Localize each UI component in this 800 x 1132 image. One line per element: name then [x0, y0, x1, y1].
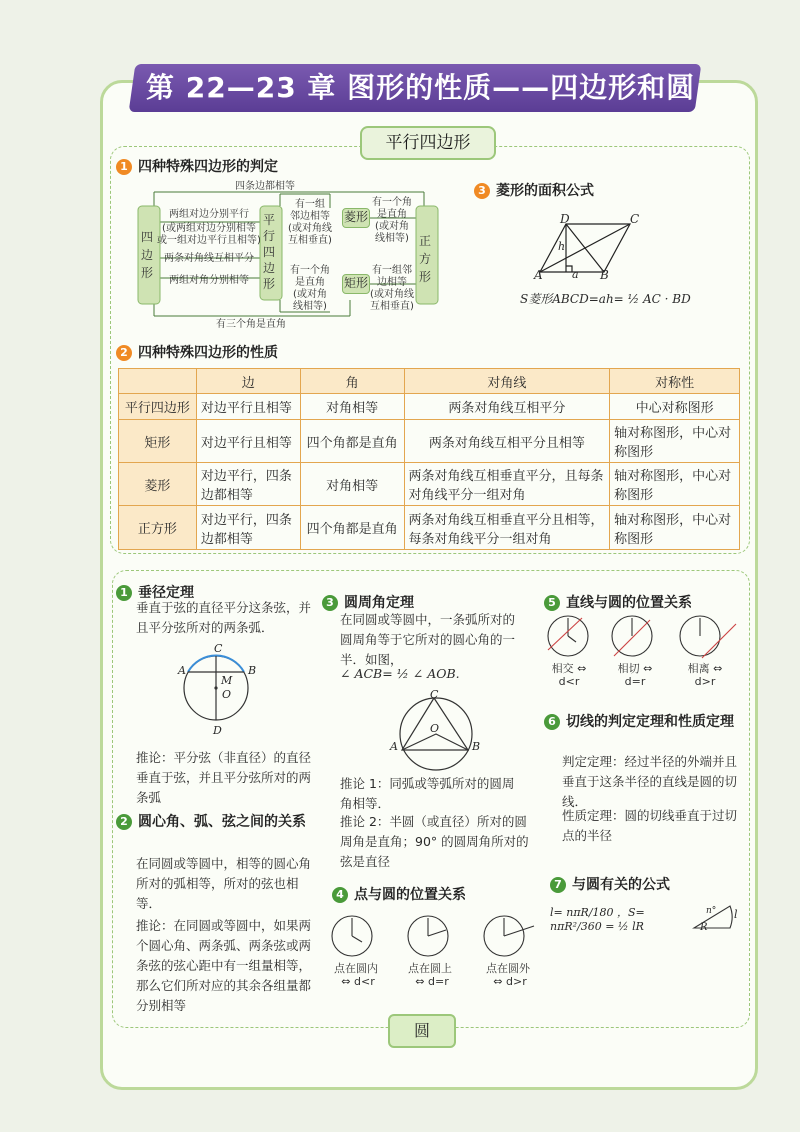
section-number: 2	[116, 814, 132, 830]
section-number: 3	[322, 595, 338, 611]
flow-rh-to-sq: 有一个角	[372, 197, 412, 208]
flow-to-rect-d: 线相等)	[293, 301, 327, 312]
table-cell: 两条对角线互相平分	[404, 394, 610, 420]
rhombus-area-formula: S菱形ABCD=ah= ½ AC · BD	[520, 292, 691, 306]
flow-rect-to-sq: 有一组邻	[372, 265, 412, 276]
flow-four-sides: 四条边都相等	[235, 181, 295, 192]
table-cell: 对角相等	[300, 394, 404, 420]
flow-cond1b: (或两组对边分别相等	[162, 223, 256, 234]
flow-to-rhombus-b: 邻边相等	[290, 211, 330, 222]
flow-rect-to-sq-d: 互相垂直)	[370, 301, 414, 312]
table-cell: 轴对称图形，中心对称图形	[610, 420, 740, 463]
flow-rhombus-label: 菱形	[342, 208, 370, 228]
sector-n-label: n°	[706, 906, 717, 916]
flow-rh-to-sq-b: 是直角	[377, 209, 407, 220]
table-cell: 中心对称图形	[610, 394, 740, 420]
table-cell: 矩形	[119, 420, 197, 463]
inscribed-corollary-1: 推论 1：同弧或等弧所对的圆周角相等．	[340, 776, 515, 811]
table-row	[119, 420, 740, 463]
circle-formula: l= nπR/180 ，S= nπR²/360 = ½ lR	[550, 906, 645, 933]
flow-rh-to-sq-c: (或对角	[375, 221, 409, 232]
table-cell: 正方形	[119, 506, 197, 550]
table-cell: 对边平行，四条边都相等	[196, 506, 300, 550]
rhombus-label-D: D	[560, 212, 570, 226]
heading-quad-judgement: 1 四种特殊四边形的判定	[116, 156, 278, 176]
line-intersect-rel: d<r	[558, 675, 580, 688]
rhombus-label-A: A	[534, 268, 543, 282]
sector-R-label: R	[700, 922, 708, 933]
flow-to-rhombus-d: 互相垂直)	[288, 235, 332, 246]
perp-label-O: O	[222, 688, 232, 701]
sector-l-label: l	[734, 908, 738, 921]
section-number: 5	[544, 595, 560, 611]
table-header	[119, 369, 197, 394]
heading-angle-arc-chord: 2 圆心角、弧、弦之间的关系	[116, 812, 316, 832]
table-cell: 轴对称图形，中心对称图形	[610, 506, 740, 550]
point-inside-label: 点在圆内	[334, 962, 378, 975]
inscribed-label-B: B	[472, 740, 481, 753]
section-number: 7	[550, 877, 566, 893]
table-cell: 四个角都是直角	[300, 420, 404, 463]
table-cell: 两条对角线互相垂直平分，且每条对角线平分一组对角	[404, 463, 610, 506]
inscribed-angle-formula: ∠ ACB= ½ ∠ AOB.	[340, 666, 460, 681]
section-number: 6	[544, 714, 560, 730]
perp-label-A: A	[178, 664, 186, 677]
section-number: 2	[116, 345, 132, 361]
section-tag-parallelogram: 平行四边形	[360, 126, 496, 160]
inscribed-label-O: O	[430, 722, 440, 735]
flow-to-rhombus: 有一组	[295, 199, 325, 210]
rhombus-label-B: B	[600, 268, 609, 282]
table-cell: 对边平行且相等	[196, 394, 300, 420]
heading-rhombus-area: 3 菱形的面积公式	[474, 180, 594, 200]
properties-table	[118, 368, 740, 550]
flow-rect-to-sq-c: (或对角线	[370, 289, 414, 300]
heading-inscribed-angle: 3 圆周角定理	[322, 592, 414, 612]
table-cell: 菱形	[119, 463, 197, 506]
line-circle-figures	[546, 614, 742, 660]
heading-perpendicular-diameter: 1 垂径定理	[116, 582, 194, 602]
rhombus-label-h: h	[558, 240, 566, 253]
tangent-prop-text: 性质定理：圆的切线垂直于过切点的半径	[562, 808, 738, 843]
perp-label-M: M	[221, 674, 233, 687]
perp-label-C: C	[214, 642, 223, 655]
heading-point-circle: 4 点与圆的位置关系	[332, 884, 466, 904]
flow-to-rect-b: 是直角	[295, 277, 325, 288]
flow-rect-label: 矩形	[342, 274, 370, 294]
point-inside-rel: ⇔ d<r	[341, 975, 375, 988]
table-cell: 对角相等	[300, 463, 404, 506]
perp-diameter-text: 垂直于弦的直径平分这条弦，并且平分弦所对的两条弧．	[136, 600, 312, 635]
table-row	[119, 394, 740, 420]
table-cell: 两条对角线互相垂直平分且相等，每条对角线平分一组对角	[404, 506, 610, 550]
section-number: 4	[332, 887, 348, 903]
flow-three-right: 有三个角是直角	[216, 319, 286, 330]
point-circle-figures	[330, 914, 540, 960]
heading-quad-properties: 2 四种特殊四边形的性质	[116, 342, 278, 362]
table-header: 对角线	[404, 369, 610, 394]
flow-to-rect-c: (或对角	[293, 289, 327, 300]
point-outside-rel: ⇔ d>r	[493, 975, 527, 988]
angle-arc-chord-text: 在同圆或等圆中，相等的圆心角所对的弧相等，所对的弦也相等．	[136, 856, 312, 911]
flow-to-rhombus-c: (或对角线	[288, 223, 332, 234]
flow-square-label: 正方形	[418, 234, 431, 284]
perp-label-B: B	[248, 664, 257, 677]
flow-cond3: 两组对角分别相等	[169, 275, 249, 286]
flow-cond1: 两组对边分别平行	[169, 209, 249, 220]
flow-rh-to-sq-d: 线相等)	[375, 233, 409, 244]
flow-cond1c: 或一组对边平行且相等)	[157, 235, 261, 246]
flow-rect-to-sq-b: 边相等	[377, 277, 407, 288]
heading-line-circle: 5 直线与圆的位置关系	[544, 592, 692, 612]
perp-label-D: D	[213, 724, 222, 737]
line-tangent-label: 相切 ⇔	[617, 662, 653, 675]
flow-to-rect: 有一个角	[290, 265, 330, 276]
table-cell: 平行四边形	[119, 394, 197, 420]
table-header-row	[119, 369, 740, 394]
flow-quad-label: 四边形	[140, 230, 153, 280]
section-number: 1	[116, 585, 132, 601]
rhombus-label-C: C	[630, 212, 640, 226]
tangent-judge-text: 判定定理：经过半径的外端并且垂直于这条半径的直线是圆的切线．	[562, 754, 738, 809]
flow-para-label: 平行四边形	[262, 213, 275, 291]
point-outside-label: 点在圆外	[486, 962, 530, 975]
line-separate-rel: d>r	[694, 675, 716, 688]
section-number: 3	[474, 183, 490, 199]
flow-cond2: 两条对角线互相平分	[164, 253, 254, 264]
table-cell: 对边平行且相等	[196, 420, 300, 463]
table-cell: 对边平行，四条边都相等	[196, 463, 300, 506]
table-row	[119, 506, 740, 550]
table-cell: 轴对称图形，中心对称图形	[610, 463, 740, 506]
table-header: 对称性	[610, 369, 740, 394]
inscribed-corollary-2: 推论 2：半圆（或直径）所对的圆周角是直角；90° 的圆周角所对的弦是直径	[340, 814, 529, 869]
heading-tangent: 6 切线的判定定理和性质定理	[544, 712, 734, 732]
point-on-label: 点在圆上	[408, 962, 452, 975]
table-cell: 四个角都是直角	[300, 506, 404, 550]
table-row	[119, 463, 740, 506]
angle-arc-chord-corollary: 推论：在同圆或等圆中，如果两个圆心角、两条弧、两条弦或两条弦的弦心距中有一组量相等，那么它们所对应的其余各组量都分别相等	[136, 918, 312, 1013]
section-tag-circle: 圆	[388, 1014, 456, 1048]
line-tangent-rel: d=r	[624, 675, 646, 688]
section-number: 1	[116, 159, 132, 175]
perp-diameter-corollary: 推论：平分弦（非直径）的直径垂直于弦，并且平分弦所对的两条弧	[136, 750, 312, 805]
table-header: 边	[196, 369, 300, 394]
rhombus-label-a: a	[572, 268, 579, 281]
inscribed-label-C: C	[430, 688, 439, 701]
page-title: 第 22—23 章 图形的性质——四边形和圆	[146, 71, 696, 104]
heading-circle-formulas: 7 与圆有关的公式	[550, 874, 670, 894]
line-separate-label: 相离 ⇔	[687, 662, 723, 675]
inscribed-angle-text: 在同圆或等圆中，一条弧所对的圆周角等于它所对的圆心角的一半．如图，	[340, 612, 516, 667]
line-intersect-label: 相交 ⇔	[551, 662, 587, 675]
point-on-rel: ⇔ d=r	[415, 975, 449, 988]
table-cell: 两条对角线互相平分且相等	[404, 420, 610, 463]
inscribed-label-A: A	[390, 740, 398, 753]
table-header: 角	[300, 369, 404, 394]
